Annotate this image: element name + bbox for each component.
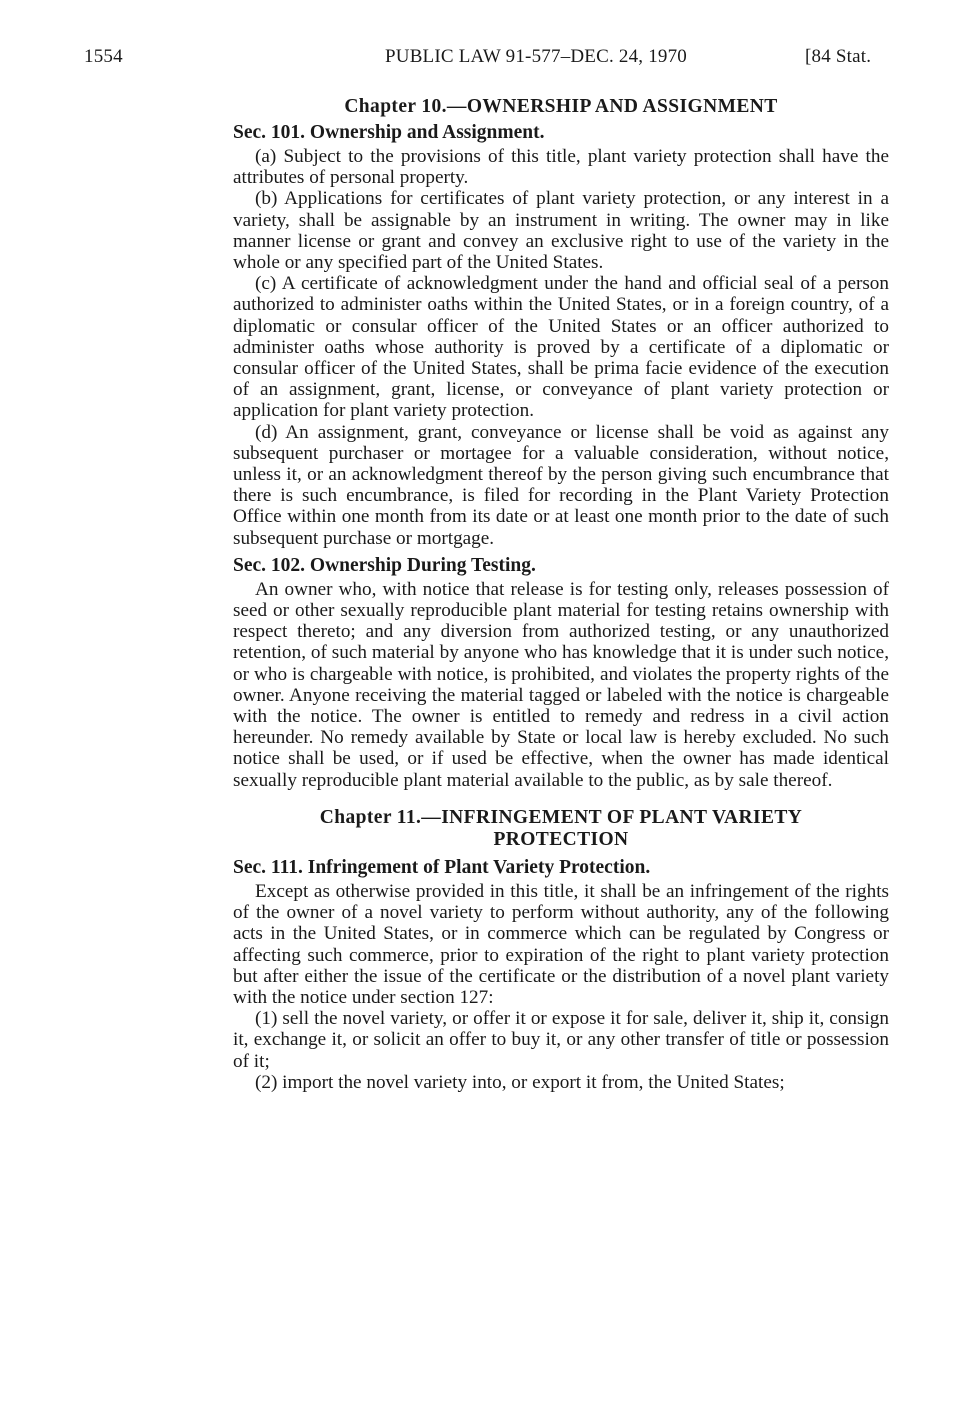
section-111-item-2: (2) import the novel variety into, or export it from, the United States; xyxy=(255,1071,785,1093)
section-111-intro: Except as otherwise provided in this title, it shall be an infringement of the rights of the owner of a novel variety to perform without authority, any of the following acts in the United States, or in commerce which can be regulated by Congress or affecting such commerce, prior to expiration of the right to plant variety protection but after either the issue of the certificate or the distribution of a novel plant variety with the notice under section 127: xyxy=(233,880,889,1008)
section-101-paragraph-a: (a) Subject to the provisions of this title, plant variety protection shall have the attributes of personal property. xyxy=(233,146,889,189)
document-body xyxy=(233,90,889,1093)
section-102-heading: Sec. 102. Ownership During Testing. xyxy=(233,554,536,576)
section-101-paragraph-c: (c) A certificate of acknowledgment under the hand and official seal of a person authorized to administer oaths within the United States, or in a foreign country, of a diplomatic or consular officer of the United States or an officer authorized to administer oaths whose authority is proved by a certificate of a diplomatic or consular officer of the United States, shall be prima facie evidence of the execution of an assignment, grant, license, or conveyance of plant variety protection or application for plant variety protection. xyxy=(233,273,889,422)
page-number: 1554 xyxy=(84,46,123,67)
section-102-paragraph: An owner who, with notice that release is for testing only, releases possession of seed or other sexually reproducible plant material for testing retains ownership with respect thereto; and any diversion from authorized testing, or any unauthorized retention, of such material by anyone who has knowledge that it is under such notice, or who is chargeable with notice, is prohibited, and violates the property rights of the owner. Anyone receiving the material tagged or labeled with the notice is chargeable with the notice. The owner is entitled to remedy and redress in a civil action hereunder. No remedy available by State or local law is hereby excluded. No such notice shall be used, or if used be effective, when the owner has made identical sexually reproducible plant material available to the public, as by sale thereof. xyxy=(233,578,889,791)
section-111-heading: Sec. 111. Infringement of Plant Variety Protection. xyxy=(233,856,651,878)
chapter-10-heading: Chapter 10.—OWNERSHIP AND ASSIGNMENT xyxy=(344,96,778,117)
running-title: PUBLIC LAW 91-577–DEC. 24, 1970 xyxy=(385,46,687,67)
section-101-heading: Sec. 101. Ownership and Assignment. xyxy=(233,122,545,143)
statute-reference: [84 Stat. xyxy=(805,46,872,67)
chapter-11-heading-line-1: Chapter 11.—INFRINGEMENT OF PLANT VARIETY xyxy=(319,806,803,828)
chapter-11-heading-line-2: PROTECTION xyxy=(493,828,629,850)
section-101-paragraph-b: (b) Applications for certificates of plant variety protection, or any interest in a variety, shall be assignable by an instrument in writing. The owner may in like manner license or grant and convey an exclusive right to use of the variety in the whole or any specified part of the United States. xyxy=(233,188,889,274)
section-101-paragraph-d: (d) An assignment, grant, conveyance or license shall be void as against any subsequent purchaser or mortagee for a valuable consideration, without notice, unless it, or an acknowledgment thereof by the person giving such encumbrance that there is such encumbrance, is filed for recording in the Plant Variety Protection Office within one month from its date or at least one month prior to the date of such subsequent purchase or mortgage. xyxy=(233,421,889,549)
section-111-item-1: (1) sell the novel variety, or offer it or expose it for sale, deliver it, ship it, consign it, exchange it, or solicit an offer to buy it, or any other transfer of title or possession of it; xyxy=(233,1008,889,1072)
